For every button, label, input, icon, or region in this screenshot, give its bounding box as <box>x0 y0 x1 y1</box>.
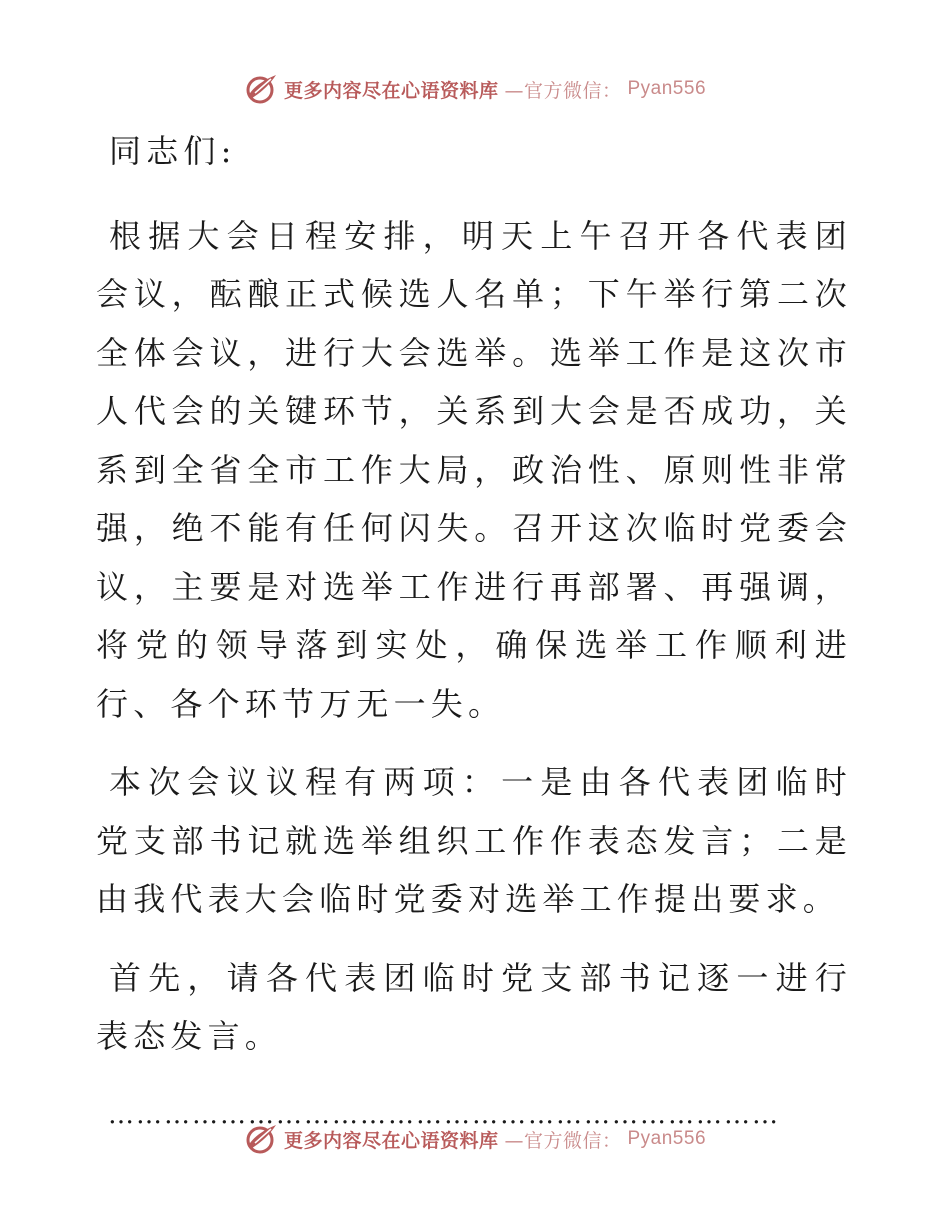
watermark-wechat-id: Pyan556 <box>627 78 707 99</box>
watermark-brand-text: 更多内容尽在心语资料库 <box>283 1129 499 1152</box>
ellipsis-line: ……………………………………………………………… <box>108 1099 780 1130</box>
header-watermark <box>0 72 950 106</box>
document-body <box>96 122 852 1130</box>
paragraph-1: 根据大会日程安排，明天上午召开各代表团会议，酝酿正式候选人名单；下午举行第二次全体会议，进行大会选举。选举工作是这次市人代会的关键环节，关系到大会是否成功，关系到全省全市工作大局，政治性、原则性非常强，绝不能有任何闪失。召开这次临时党委会议，主要是对选举工作进行再部署、再强调，将党的领导落到实处，确保选举工作顺利进行、各个环节万无一失。 <box>96 216 852 723</box>
watermark-wechat-label: —官方微信： <box>504 1129 622 1152</box>
watermark-wechat-id: Pyan556 <box>627 1128 707 1149</box>
paragraph-3: 首先，请各代表团临时党支部书记逐一进行表态发言。 <box>96 958 852 1055</box>
quill-pen-icon <box>244 72 278 106</box>
paragraph-2: 本次会议议程有两项：一是由各代表团临时党支部书记就选举组织工作作表态发言；二是由我代表大会临时党委对选举工作提出要求。 <box>96 763 852 918</box>
quill-pen-icon <box>244 1122 278 1156</box>
footer-watermark <box>0 1122 950 1156</box>
greeting: 同志们: <box>109 132 237 170</box>
watermark-brand-text: 更多内容尽在心语资料库 <box>283 79 499 102</box>
watermark-wechat-label: —官方微信： <box>504 79 622 102</box>
